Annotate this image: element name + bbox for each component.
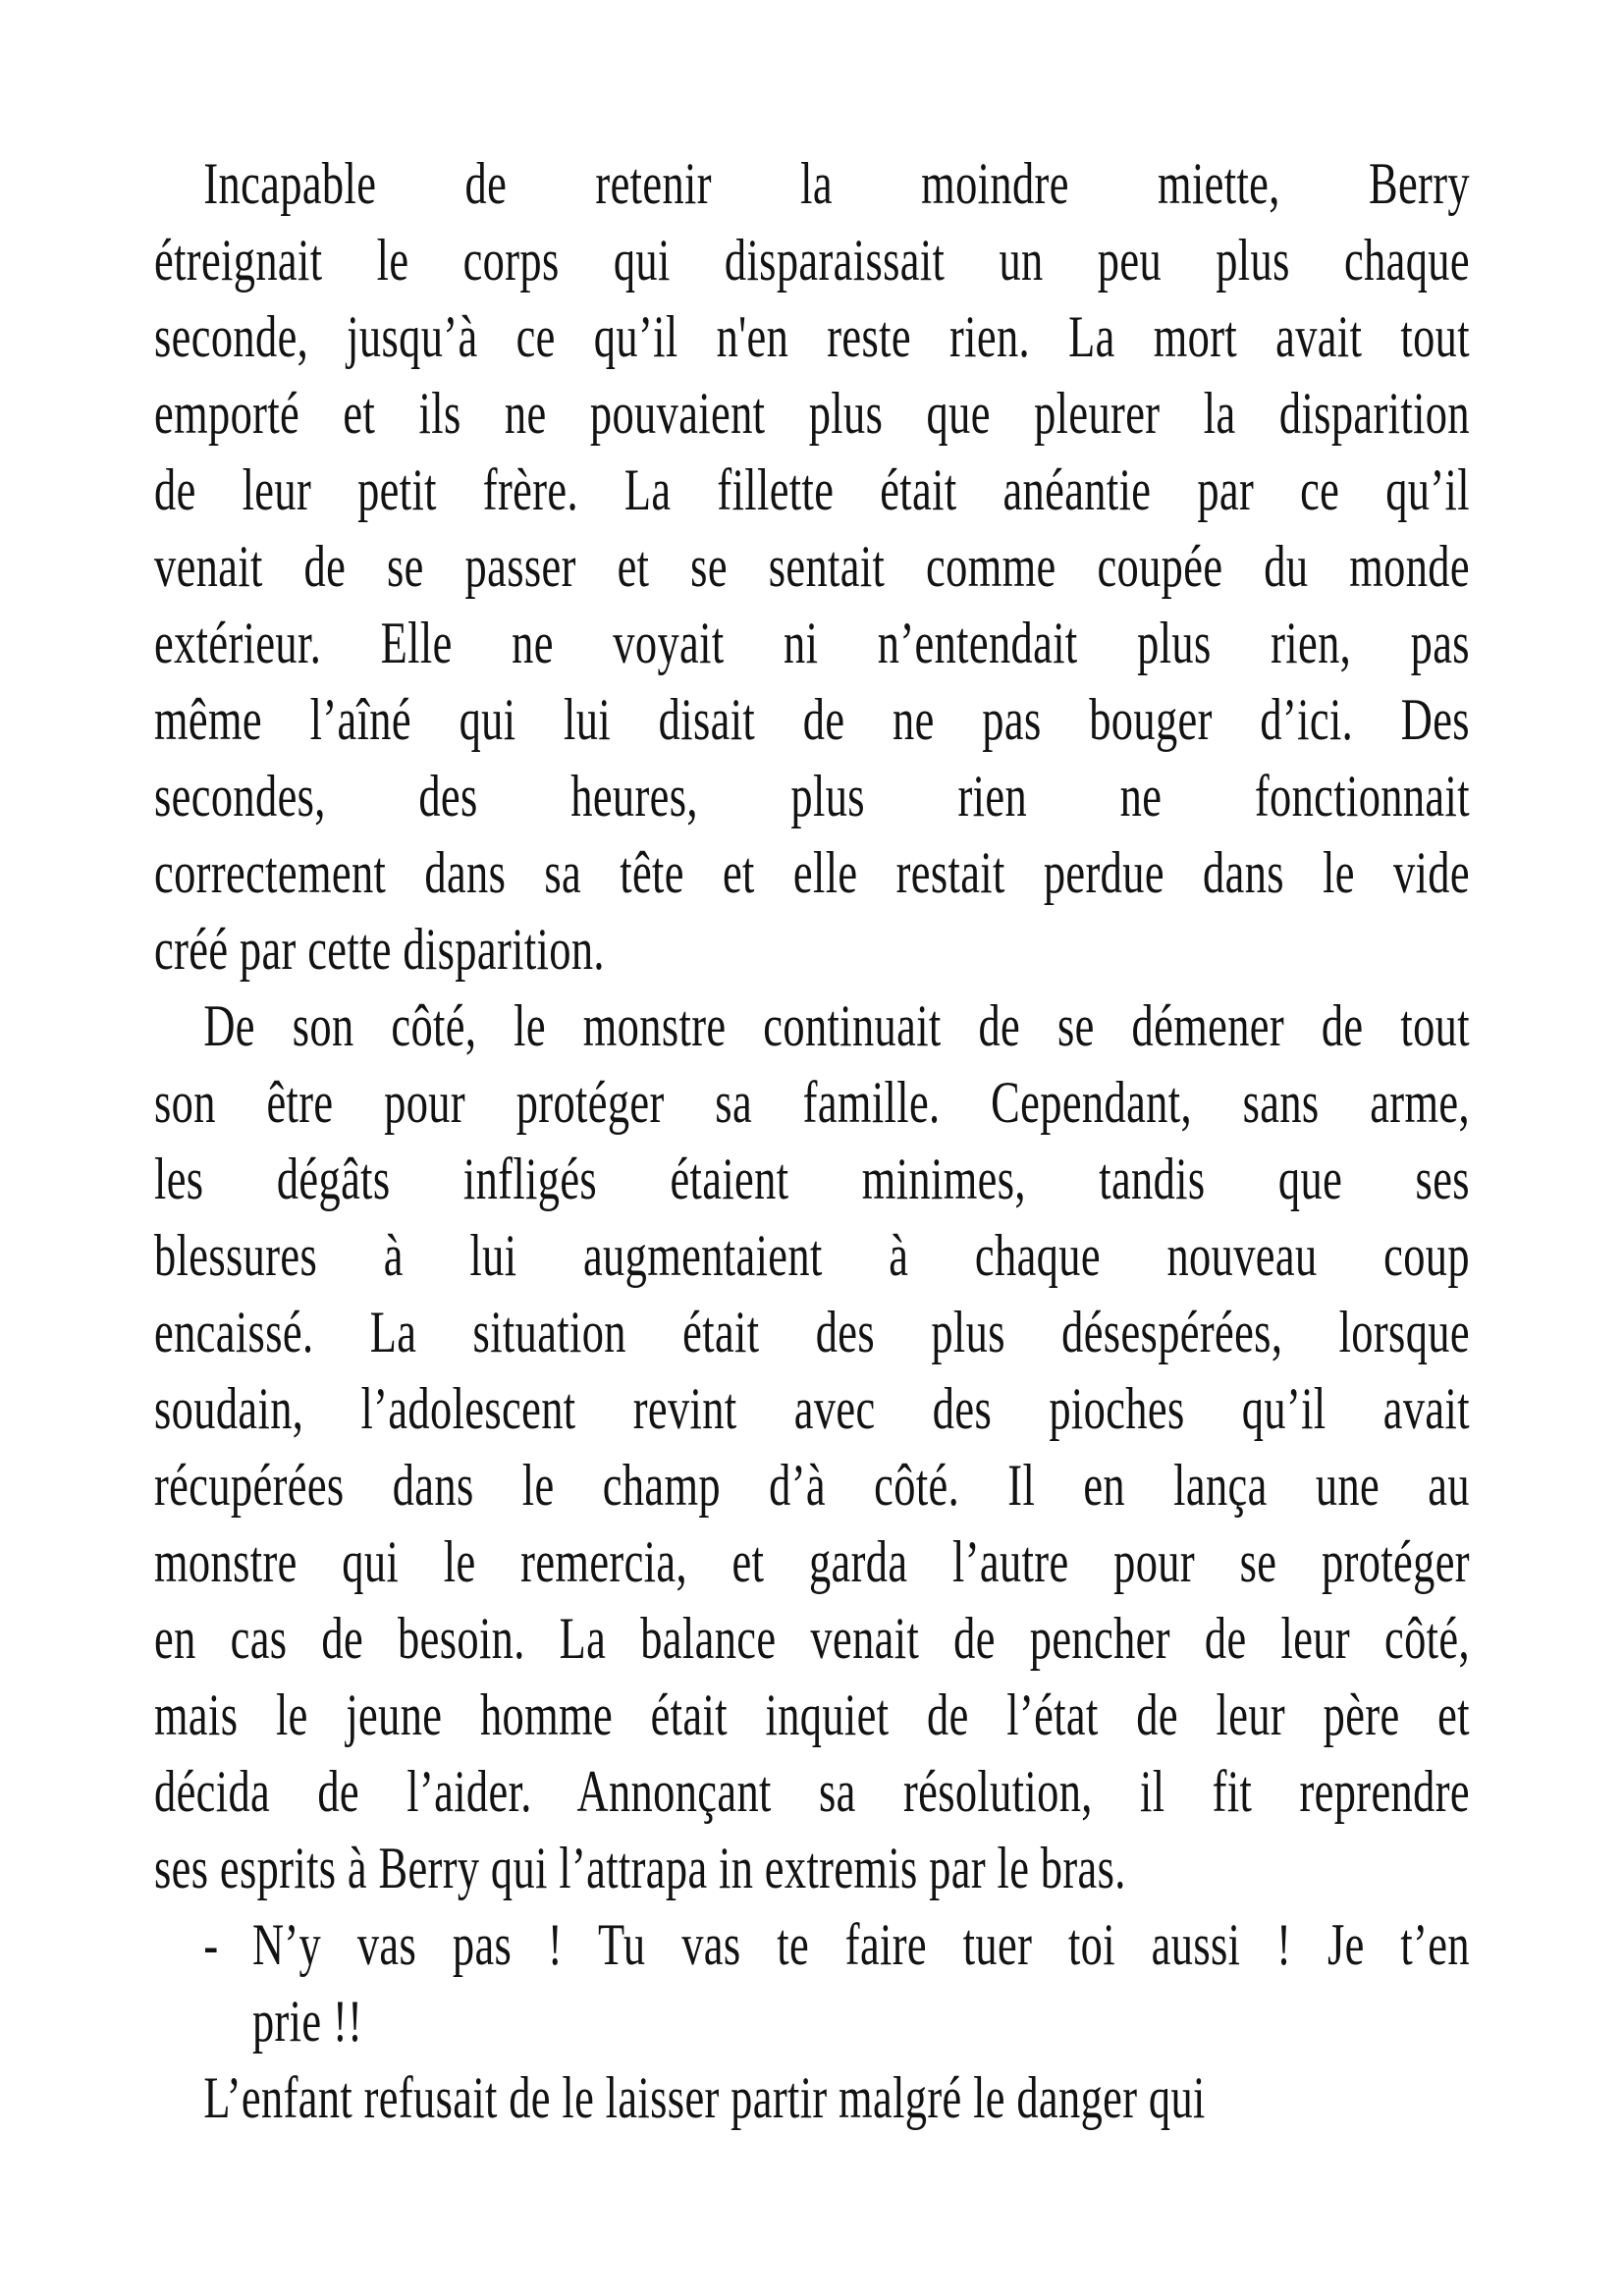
paragraph-4 [154, 2059, 1470, 2136]
dialogue-line: prie !! [251, 1989, 363, 2054]
text-line: soudain, l’adolescent revint avec des pioches qu’il avait [154, 1376, 1470, 1441]
text-line: étreignait le corps qui disparaissait un peu plus chaque [154, 228, 1470, 293]
text-line: extérieur. Elle ne voyait ni n’entendait plus rien, pas [154, 611, 1470, 675]
text-line: L’enfant refusait de le laisser partir malgré le danger qui [203, 2065, 1206, 2130]
text-line: secondes, des heures, plus rien ne fonctionnait [154, 764, 1470, 828]
text-line: monstre qui le remercia, et garda l’autre pour se protéger [154, 1529, 1470, 1594]
text-line: emporté et ils ne pouvaient plus que pleurer la disparition [154, 381, 1470, 446]
text-line: récupérées dans le champ d’à côté. Il en lança une au [154, 1453, 1470, 1518]
text-line: ses esprits à Berry qui l’attrapa in extremis par le bras. [154, 1836, 1126, 1900]
text-line: de leur petit frère. La fillette était anéantie par ce qu’il [154, 457, 1470, 522]
text-line: créé par cette disparition. [154, 917, 605, 982]
paragraph-2 [154, 988, 1470, 1906]
text-line: les dégâts infligés étaient minimes, tandis que ses [154, 1147, 1470, 1211]
text-line: en cas de besoin. La balance venait de pencher de leur côté, [154, 1606, 1470, 1671]
text-line: même l’aîné qui lui disait de ne pas bouger d’ici. Des [154, 687, 1470, 752]
paragraph-1 [154, 145, 1470, 988]
text-line: blessures à lui augmentaient à chaque nouveau coup [154, 1223, 1470, 1288]
dialogue-line [154, 1906, 1470, 1983]
page-text-block [154, 145, 1470, 2136]
text-line: Incapable de retenir la moindre miette, Berry [203, 151, 1470, 216]
dialogue-paragraph [154, 1906, 1470, 2059]
dialogue-dash: - [203, 1912, 219, 1977]
text-line: correctement dans sa tête et elle restait perdue dans le vide [154, 840, 1470, 905]
text-line: décida de l’aider. Annonçant sa résolution, il fit reprendre [154, 1759, 1470, 1824]
text-line: De son côté, le monstre continuait de se démener de tout [203, 993, 1470, 1058]
text-line: venait de se passer et se sentait comme coupée du monde [154, 534, 1470, 599]
dialogue-text: N’y vas pas ! Tu vas te faire tuer toi aussi ! Je t’en [251, 1912, 1470, 1977]
text-line: encaissé. La situation était des plus désespérées, lorsque [154, 1300, 1470, 1364]
text-line: seconde, jusqu’à ce qu’il n'en reste rien. La mort avait tout [154, 304, 1470, 369]
text-line: son être pour protéger sa famille. Cependant, sans arme, [154, 1070, 1470, 1135]
text-line: mais le jeune homme était inquiet de l’état de leur père et [154, 1682, 1470, 1747]
